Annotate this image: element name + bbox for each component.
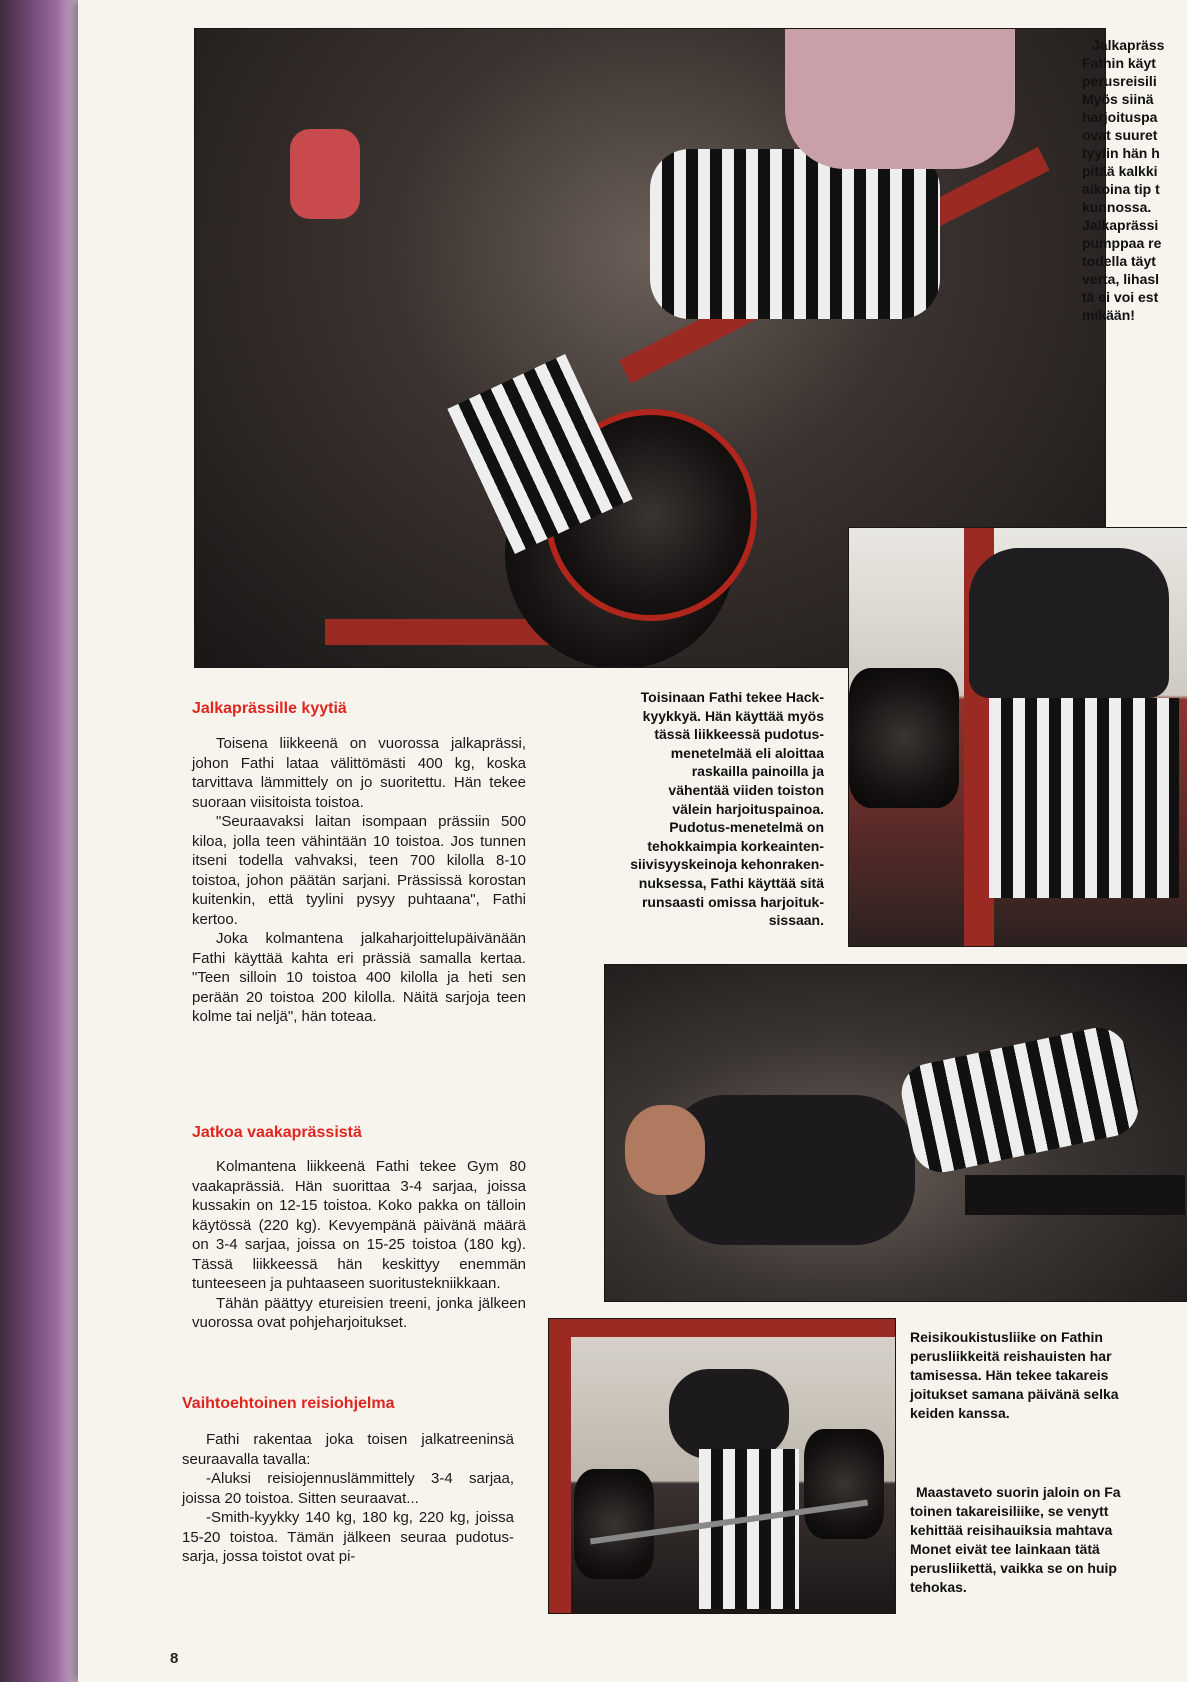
lifter-striped-legs — [989, 698, 1179, 898]
stiff-leg-deadlift-photo — [548, 1318, 896, 1614]
magazine-page — [78, 0, 1187, 1682]
deadlift-caption: Maastaveto suorin jaloin on Fa toinen takareisiliike, se venytt kehittää reisihauiksia mahtava Monet eivät tee lainkaan tätä perusliikettä, vaikka se on huip tehokas. — [910, 1484, 1121, 1595]
section-body-horizontal-press — [192, 1157, 526, 1333]
leg-press-caption: Jalkapräss Fathin käyt perusreisili Myös siinä harjoituspa ovat suuret tyylin hän h pitää kalkki aikoina tip t kunnossa. Jalkaprässi pumppaa re todella täyt verta, lihasl tä ei voi est mikään! — [1082, 37, 1165, 323]
curl-bench — [965, 1175, 1185, 1215]
section-heading-leg-press: Jalkaprässille kyytiä — [192, 700, 347, 717]
paragraph: -Aluksi reisiojennuslämmittely 3-4 sarjaa, joissa 20 toistoa. Sitten seuraavat... — [182, 1470, 514, 1507]
hack-squat-caption: Toisinaan Fathi tekee Hack- kyykkyä. Hän käyttää myös tässä liikkeessä pudotus- menetelmää eli aloittaa raskailla painoilla ja vähentää viiden toiston välein harjoituspainoa. Pudotus-menetelmä on tehokkaimpia korkeainten- siivisyyskeinoja kehonraken- nuksessa, Fathi käyttää sitä runsaasti omissa harjoituk- sissaan. — [630, 689, 824, 929]
leg-curl-caption: Reisikoukistusliike on Fathin perusliikkeitä reishauisten har tamisessa. Hän tekee takareis joitukset samana päivänä selka keiden kanssa. — [910, 1329, 1119, 1421]
hack-squat-plates — [849, 668, 959, 808]
lifter-striped-legs-curl — [896, 1022, 1144, 1177]
smith-machine-top — [549, 1319, 895, 1337]
deadlift-plate-left — [574, 1469, 654, 1579]
deadlift-plate-right — [804, 1429, 884, 1539]
paragraph: "Seuraavaksi laitan isompaan prässiin 500 kiloa, jolla teen vähintään 10 toistoa. Jos tunnen itseni todella vahvaksi, teen 700 kilolla 8-10 toistoa, johon päätän sarjani. Prässissä korostan kuitenkin, että tyylini pysyy puhtaana", Fathi kertoo. — [192, 813, 526, 928]
spotter-shirt — [785, 29, 1015, 169]
page-number: 8 — [170, 1650, 179, 1667]
paragraph: -Smith-kyykky 140 kg, 180 kg, 220 kg, joissa 15-20 toistoa. Tämän jälkeen seuraa pudotus-sarja, jossa toistot ovat pi- — [182, 1509, 514, 1565]
paragraph: Kolmantena liikkeenä Fathi tekee Gym 80 vaakaprässiä. Hän suorittaa 3-4 sarjaa, joissa kussakin on 12-15 toistoa. Koko pakka on tälloin käytössä (220 kg). Kevyempänä päivänä määrä on 3-4 sarjaa, joissa on 15-25 toistoa (180 kg). Tässä liikkeessä hän keskittyy enemmän tunteeseen ja puhtaaseen suoritustekniikkaan. — [192, 1158, 526, 1292]
smith-machine-frame — [549, 1319, 571, 1613]
section-body-alternative-program — [182, 1430, 514, 1567]
lifter-upper-body — [665, 1095, 915, 1245]
leg-curl-photo — [604, 964, 1187, 1302]
lifter-striped-legs-deadlift — [699, 1449, 799, 1609]
paragraph: Fathi rakentaa joka toisen jalkatreeninsä seuraavalla tavalla: — [182, 1431, 514, 1468]
hack-squat-photo — [848, 527, 1187, 947]
background-person — [290, 129, 360, 219]
paragraph: Tähän päättyy etureisien treeni, jonka jälkeen vuorossa ovat pohjeharjoitukset. — [192, 1294, 526, 1331]
section-heading-horizontal-press: Jatkoa vaakaprässistä — [192, 1124, 362, 1141]
lifter-torso — [969, 548, 1169, 698]
lifter-head — [625, 1105, 705, 1195]
section-body-leg-press — [192, 734, 526, 1027]
paragraph: Joka kolmantena jalkaharjoittelupäivänään Fathi käyttää kahta eri prässiä samalla kertaa. "Teen silloin 10 toistoa 400 kilolla ja heti sen perään 20 toistoa 200 kilolla. Näitä sarjoja teen kolme tai neljä", hän toteaa. — [192, 930, 526, 1025]
paragraph: Toisena liikkeenä on vuorossa jalkaprässi, johon Fathi lataa välittömästi 400 kg, koska tarvittava lämmittely on jo suoritettu. Hän tekee suoraan viisitoista toistoa. — [192, 735, 526, 811]
lifter-back — [669, 1369, 789, 1459]
leg-press-base — [325, 619, 555, 645]
striped-pants — [650, 149, 940, 319]
section-heading-alternative-program: Vaihtoehtoinen reisiohjelma — [182, 1395, 395, 1412]
